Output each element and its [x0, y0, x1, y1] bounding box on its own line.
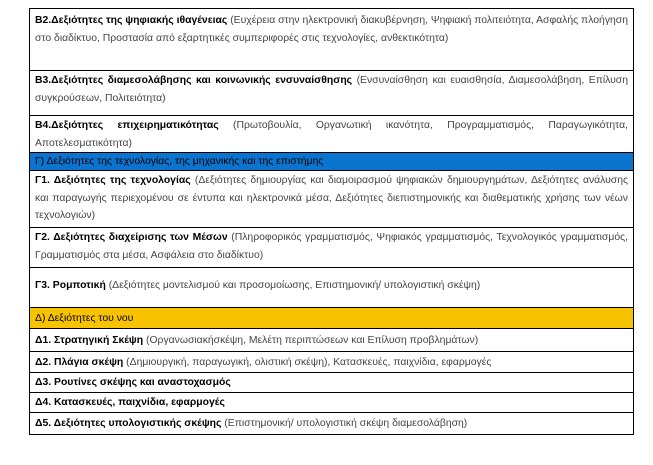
- section-header-technology: [30, 153, 634, 171]
- row-description: (Ευχέρεια στην ηλεκτρονική διακυβέρνηση, Ψηφιακή πολιτειότητα, Ασφαλής πλοήγηση στο διαδίκτυο, Προστασία από εξαρτητικές συμπεριφορές στις τεχνολογίες, ανθεκτικότητα): [35, 15, 628, 44]
- table-row-b4: [30, 116, 634, 153]
- row-description: (Πρωτοβουλία, Οργανωτική ικανότητα, Προγραμματισμός, Παραγωγικότητα, Αποτελεσματικότητα): [35, 120, 629, 149]
- row-description: (Επιστημονική/ υπολογιστική σκέψη διαμεσολάβηση): [221, 418, 468, 429]
- row-description: (Οργανωσιακήσκέψη, Μελέτη περιπτώσεων και Επίλυση προβλημάτων): [143, 335, 479, 346]
- row-title: Γ3. Ρομποτική: [35, 280, 106, 291]
- table-row-g1: [30, 171, 634, 228]
- table-row-d3: [30, 373, 634, 393]
- table-row-d5: [30, 413, 634, 435]
- row-description: (Ενσυναίσθηση και ευαισθησία, Διαμεσολάβηση, Επίλυση συγκρούσεων, Πολιτειότητα): [35, 75, 628, 104]
- row-title: Δ3. Ρουτίνες σκέψης και αναστοχασμός: [35, 377, 231, 388]
- row-title: Β2.Δεξιότητες της ψηφιακής ιθαγένειας: [35, 15, 228, 26]
- row-title: Γ1. Δεξιότητες της τεχνολογίας: [35, 175, 191, 186]
- row-title: Δ2. Πλάγια σκέψη: [35, 357, 124, 368]
- table-row-b3: [30, 71, 634, 116]
- row-description: (Δημιουργική, παραγωγική, ολιστική σκέψη), Κατασκευές, παιχνίδια, εφαρμογές: [123, 357, 492, 368]
- section-title: Γ) Δεξιότητες της τεχνολογίας, της μηχανικής και της επιστήμης: [35, 156, 324, 167]
- row-title: Β4.Δεξιότητες επιχειρηματικότητας: [35, 120, 219, 131]
- table-row-g2: [30, 228, 634, 268]
- row-title: Β3.Δεξιότητες διαμεσολάβησης και κοινωνικής ενσυναίσθησης: [35, 75, 353, 86]
- table-row-d4: [30, 393, 634, 413]
- row-title: Γ2. Δεξιότητες διαχείρισης των Μέσων: [35, 232, 228, 243]
- row-description: (Πληροφορικός γραμματισμός, Ψηφιακός γραμματισμός, Τεχνολογικός γραμματισμός, Γραμματισμός στα μέσα, Ασφάλεια στο διαδίκτυο): [35, 232, 628, 261]
- section-header-mind: [30, 308, 634, 329]
- table-row-g3: [30, 268, 634, 308]
- row-title: Δ4. Κατασκευές, παιχνίδια, εφαρμογές: [35, 397, 225, 408]
- section-title: Δ) Δεξιότητες του νου: [35, 313, 134, 324]
- table-row-d1: [30, 329, 634, 352]
- row-description: (Δεξιότητες μοντελισμού και προσομοίωσης, Επιστημονική/ υπολογιστική σκέψη): [105, 280, 481, 291]
- row-description: (Δεξιότητες δημιουργίας και διαμοιρασμού ψηφιακών δημιουργημάτων, Δεξιότητες ανάλυσης και παραγωγής περιεχομένου σε έντυπα και ηλεκτρονικά μέσα, Δεξιότητες διεπιστημονικής και διαθεματικής χρήσης των νέων τεχνολογιών): [35, 175, 629, 221]
- row-title: Δ5. Δεξιότητες υπολογιστικής σκέψης: [35, 418, 222, 429]
- row-title: Δ1. Στρατηγική Σκέψη: [35, 335, 144, 346]
- skills-table: [29, 8, 634, 435]
- table-row-d2: [30, 352, 634, 373]
- table-row-b2: [30, 9, 634, 71]
